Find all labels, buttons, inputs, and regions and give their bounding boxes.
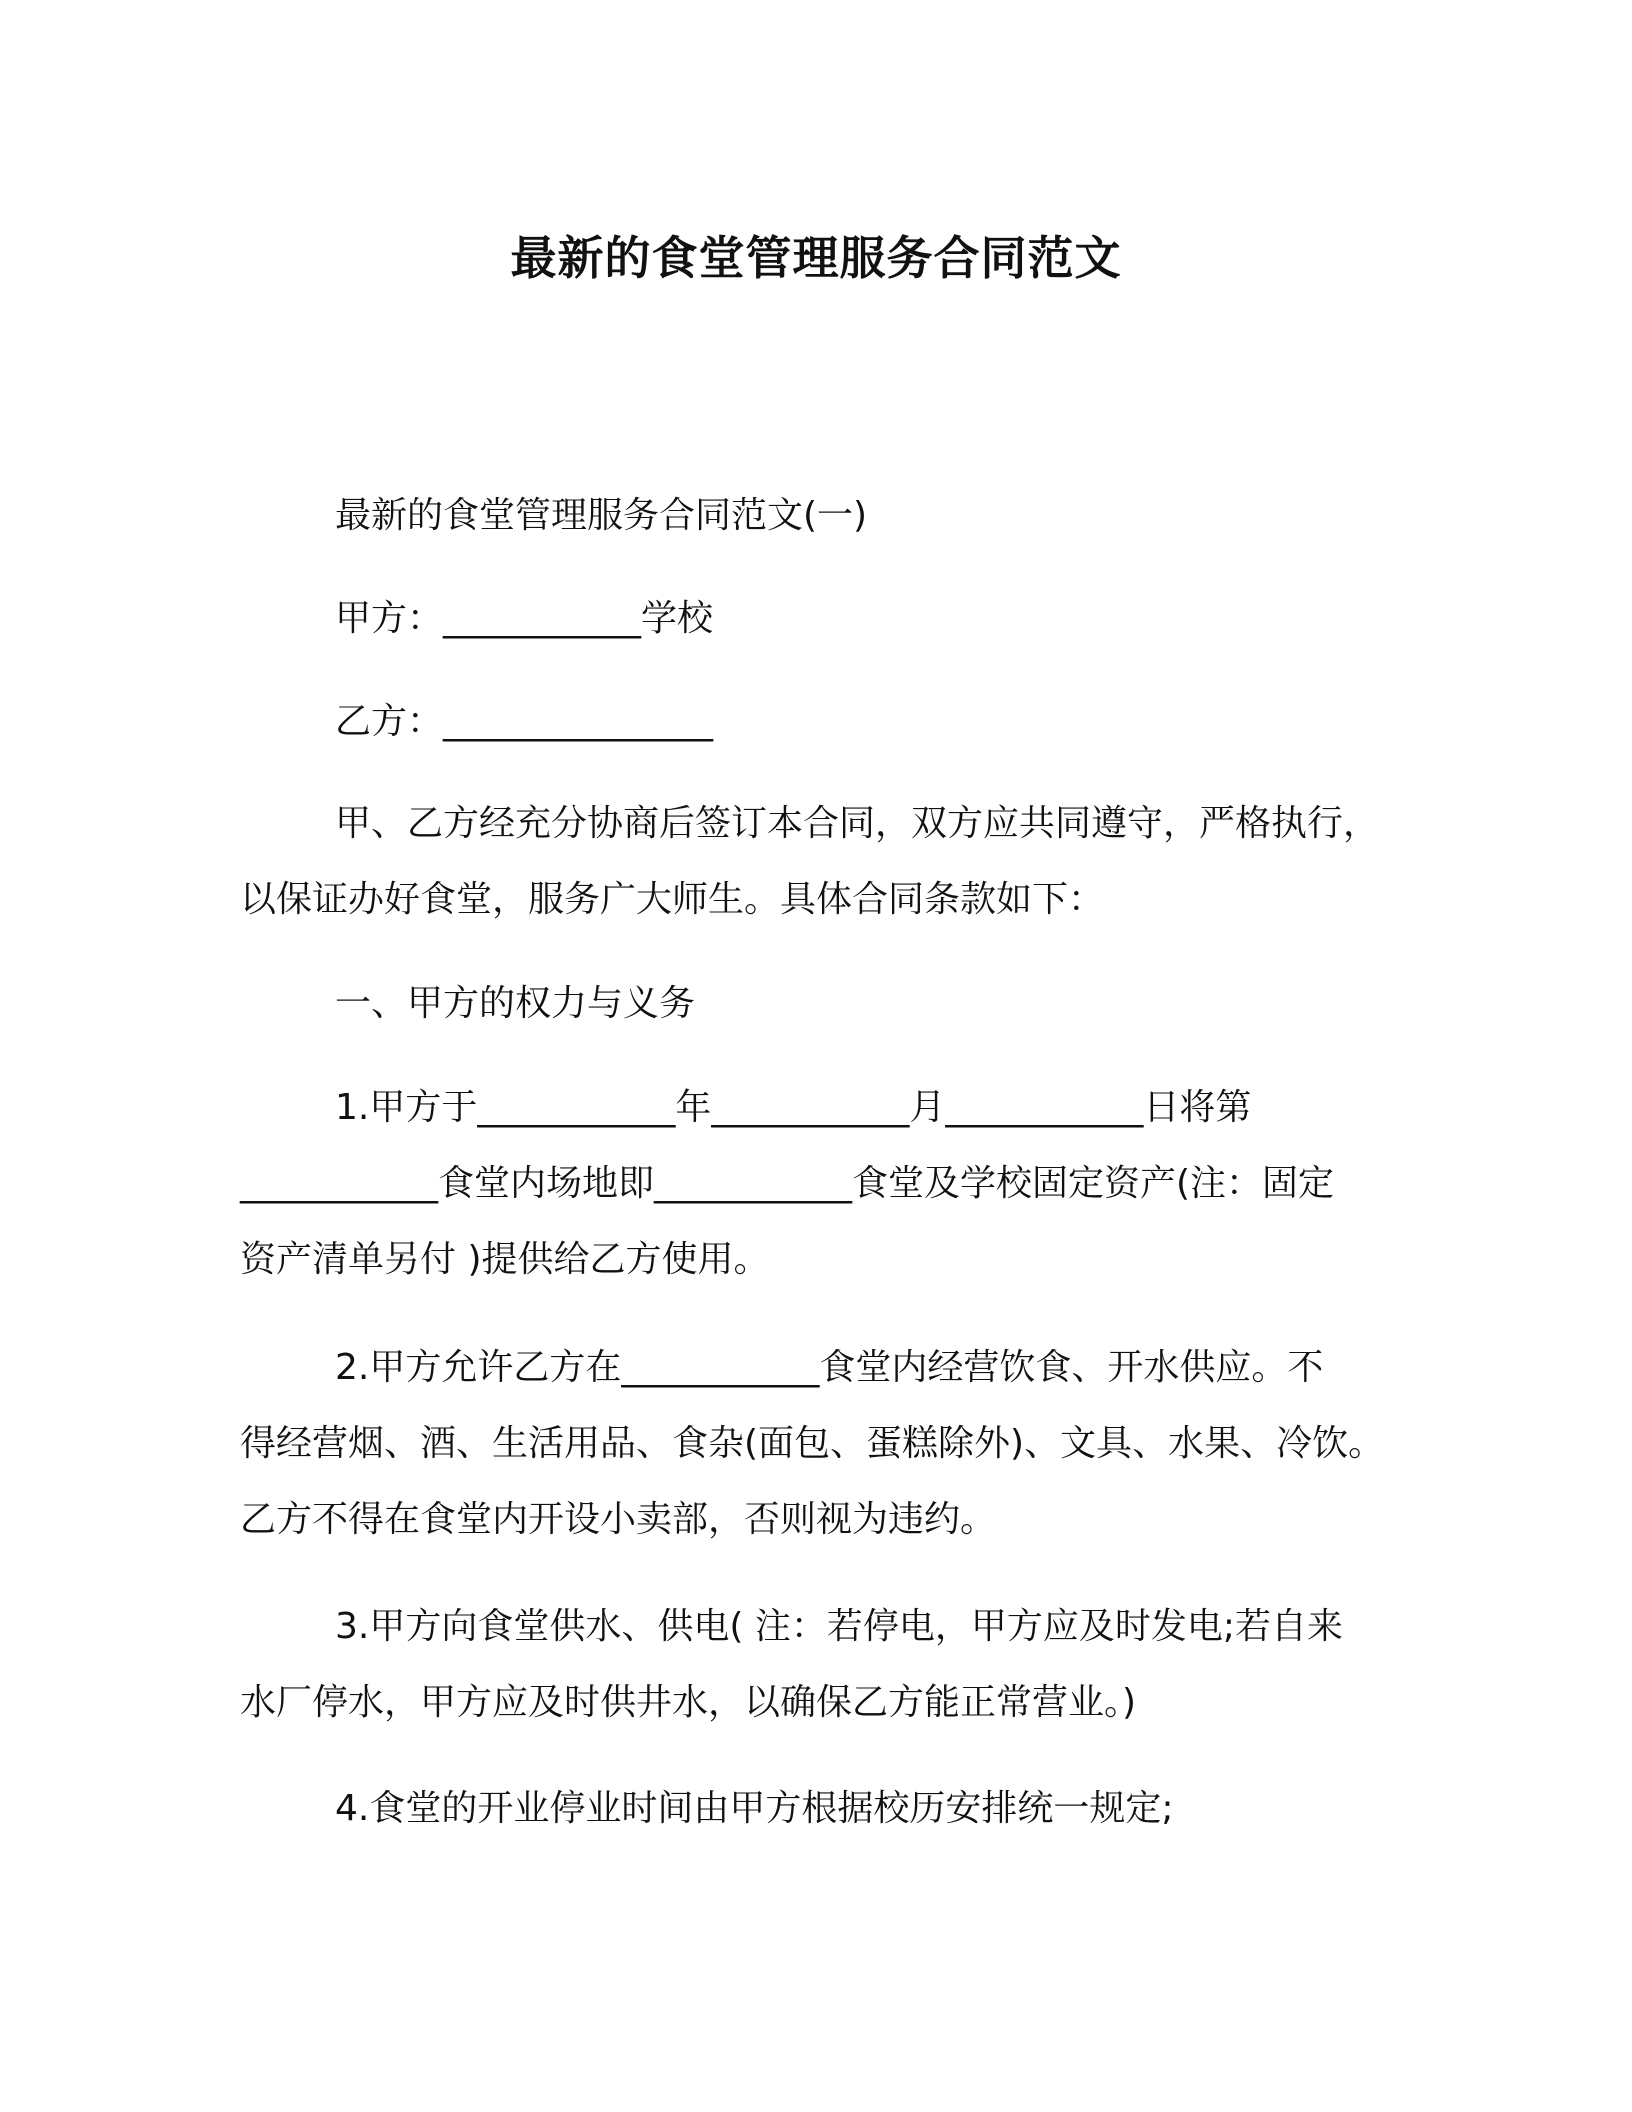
intro-line-1: 甲、乙方经充分协商后签订本合同，双方应共同遵守，严格执行， (335, 803, 1380, 844)
clause-3-paragraph (240, 1589, 1410, 1741)
intro-paragraph (240, 786, 1410, 938)
clause-1-line-2: ___________食堂内场地即___________食堂及学校固定资产(注：固定 (240, 1163, 1335, 1204)
contract-subtitle: 最新的食堂管理服务合同范文(一) (335, 495, 868, 536)
party-b-line: 乙方：_______________ (335, 701, 714, 742)
document-title: 最新的食堂管理服务合同范文 (510, 231, 1122, 285)
clause-1-paragraph (240, 1070, 1410, 1298)
clause-2-line-3: 乙方不得在食堂内开设小卖部，否则视为违约。 (240, 1499, 997, 1540)
clause-2-paragraph (240, 1330, 1410, 1558)
clause-2-line-1: 2.甲方允许乙方在___________食堂内经营饮食、开水供应。不 (335, 1347, 1324, 1388)
clause-1-line-1: 1.甲方于___________年___________月___________日将第 (335, 1087, 1252, 1128)
section-1-heading: 一、甲方的权力与义务 (335, 983, 696, 1024)
intro-line-2: 以保证办好食堂，服务广大师生。具体合同条款如下： (240, 879, 1105, 920)
clause-1-line-3: 资产清单另付 )提供给乙方使用。 (240, 1239, 770, 1280)
clause-3-line-2: 水厂停水，甲方应及时供井水，以确保乙方能正常营业。) (240, 1682, 1137, 1723)
party-a-line: 甲方：___________学校 (335, 598, 714, 639)
clause-4-paragraph (240, 1771, 1410, 1847)
clause-4-line-1: 4.食堂的开业停业时间由甲方根据校历安排统一规定; (335, 1788, 1174, 1829)
clause-2-line-2: 得经营烟、酒、生活用品、食杂(面包、蛋糕除外)、文具、水果、冷饮。 (240, 1423, 1385, 1464)
clause-3-line-1: 3.甲方向食堂供水、供电( 注：若停电，甲方应及时发电;若自来 (335, 1606, 1343, 1647)
